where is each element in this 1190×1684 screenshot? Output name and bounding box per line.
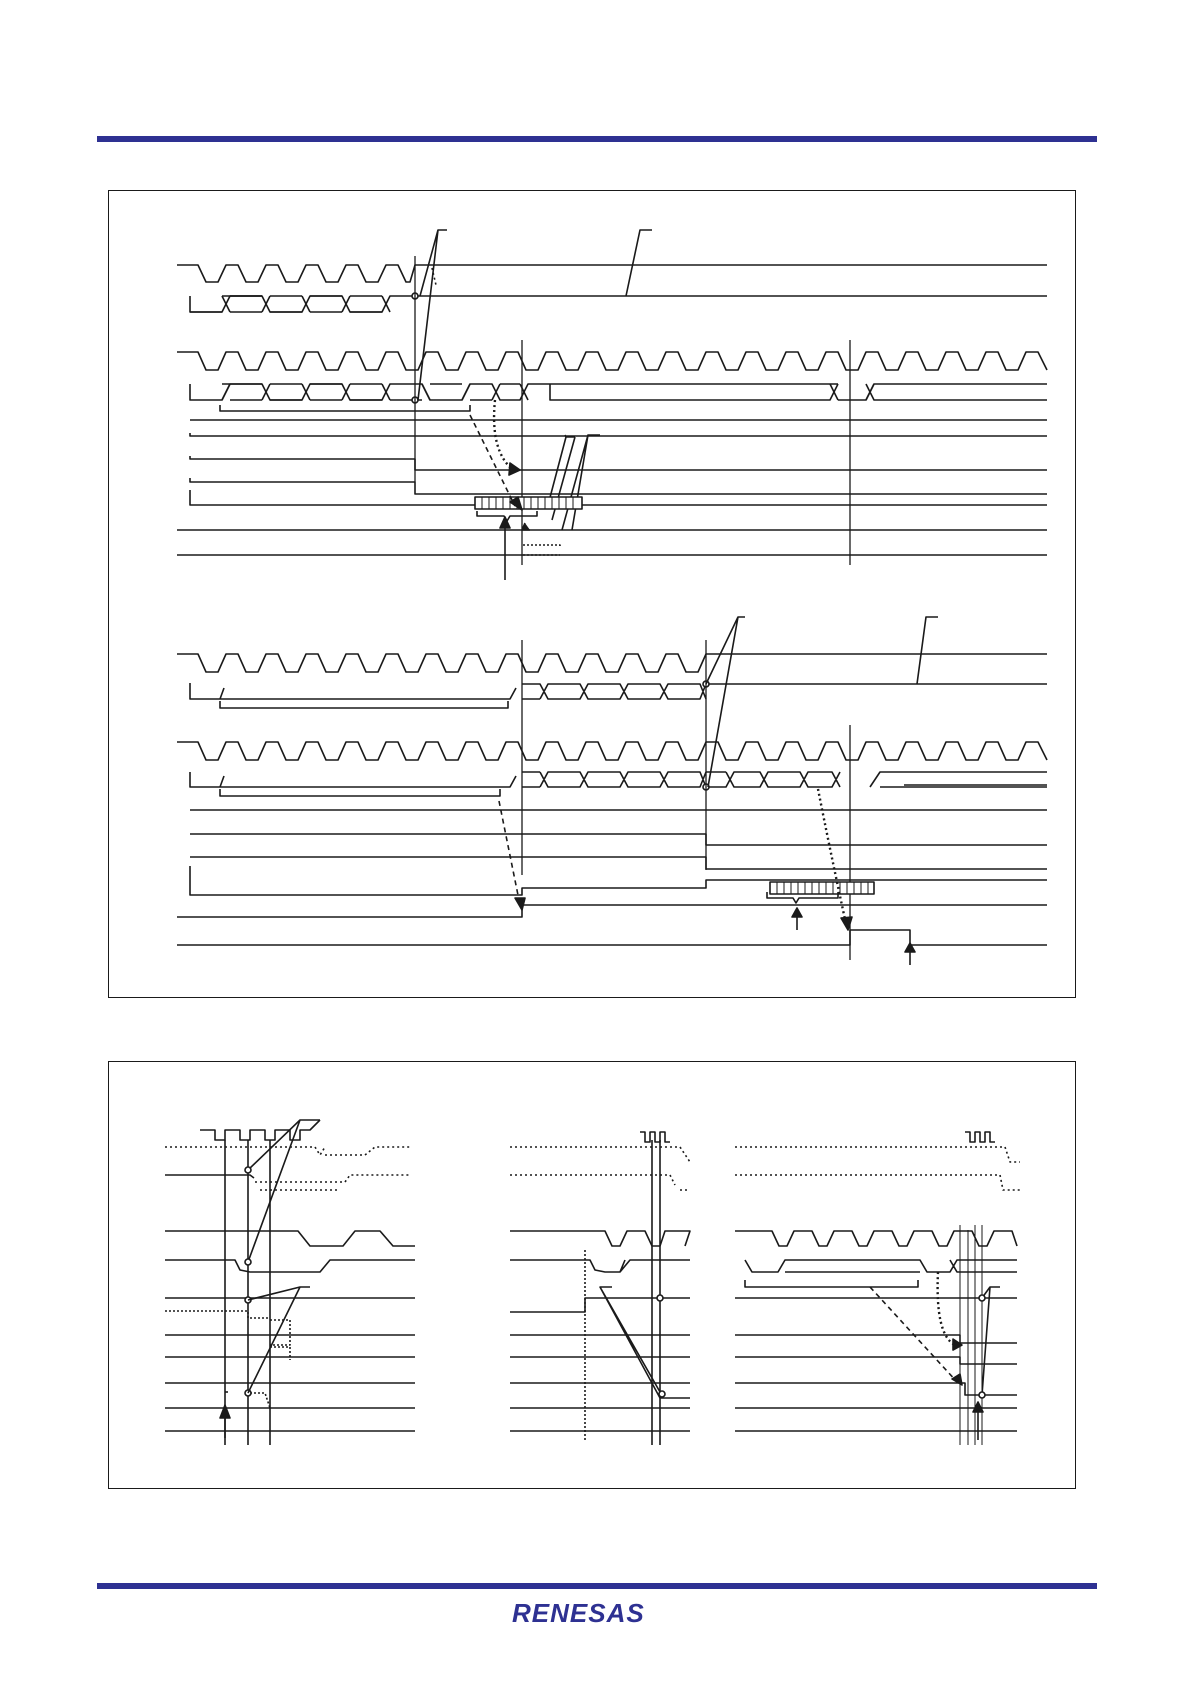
sdata-in-wave	[190, 296, 1047, 312]
sdata-out-wave	[190, 384, 1047, 400]
svg-text:RENESAS: RENESAS	[512, 1598, 645, 1628]
bottom-middle-group	[510, 1132, 690, 1445]
top-upper-group	[177, 230, 1047, 580]
sclk-in-wave	[177, 265, 1047, 282]
top-lower-group	[177, 617, 1047, 965]
renesas-logo	[512, 1596, 686, 1628]
footer-rule	[97, 1583, 1097, 1589]
shaded-box-bottom	[770, 882, 874, 894]
bottom-left-group	[165, 1120, 415, 1445]
bottom-right-group	[735, 1132, 1020, 1445]
sclk-out-wave	[177, 352, 1047, 370]
